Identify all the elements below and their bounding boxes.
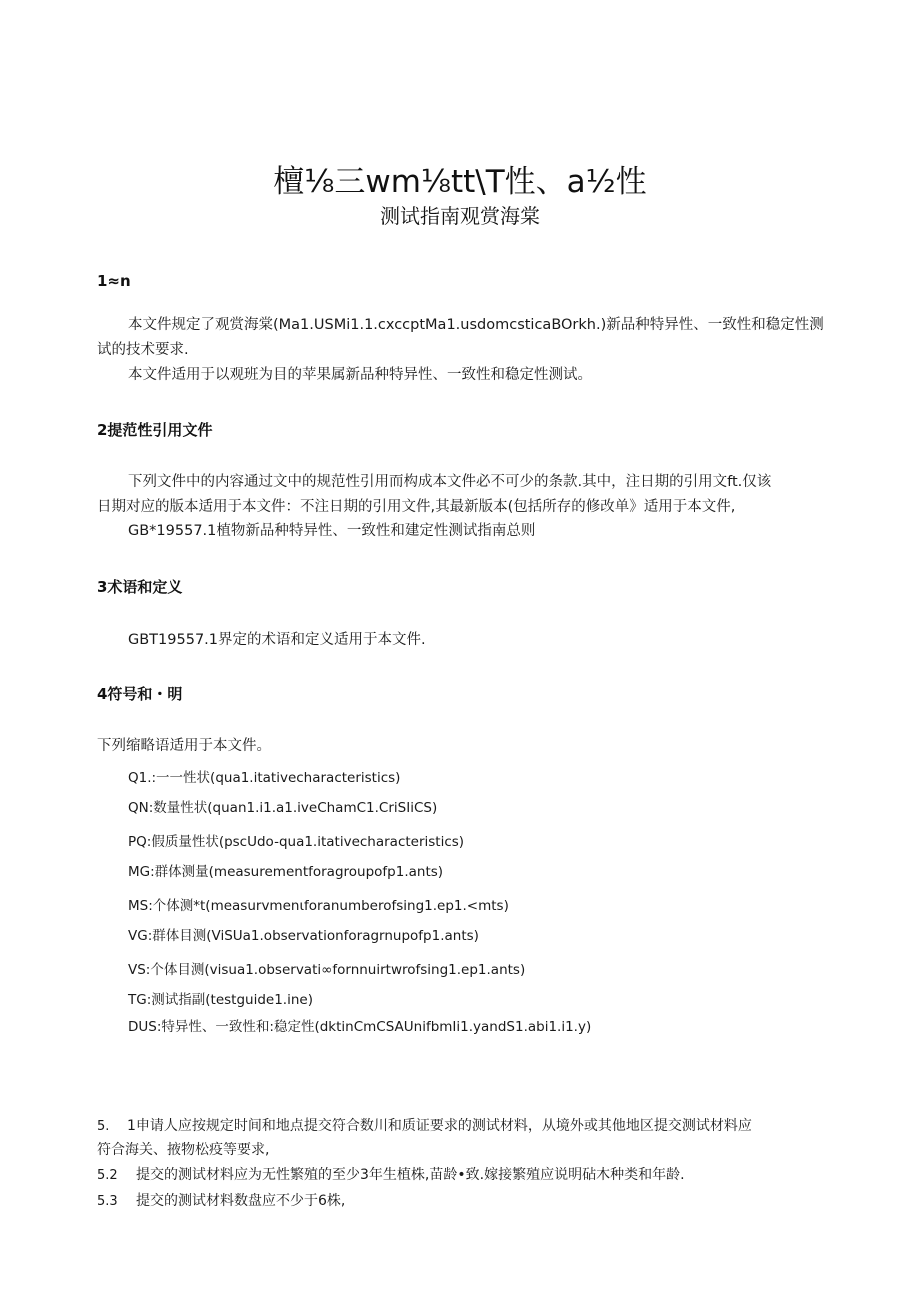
abbreviation-item-mg: MG:群体测量(measurementforagroupofp1.ants) bbox=[128, 864, 444, 880]
section-2-heading: 2提范性引用文件 bbox=[97, 421, 213, 439]
section-2-paragraph-line-2: 日期对应的版本适用于本文件：不注日期的引用文件,其最新版本(包括所存的修改单》适用于本文件, bbox=[97, 499, 736, 515]
section-3-paragraph: GBT19557.1界定的术语和定义适用于本文件. bbox=[128, 632, 426, 648]
clause-5-2-text: 提交的测试材料应为无性繁殖的至少3年生植株,苗龄•致.嫁接繁殖应说明砧木种类和年龄. bbox=[136, 1167, 685, 1183]
document-title: 檀⅛三wm⅛tt\T性、a½性 bbox=[273, 164, 647, 200]
section-1-paragraph-1-line-2: 试的技术要求. bbox=[97, 342, 189, 358]
section-3-heading: 3术语和定义 bbox=[97, 578, 183, 596]
abbreviation-item-pq: PQ:假质量性状(pscUdo-qua1.itativecharacteristics) bbox=[128, 834, 465, 850]
abbreviation-item-tg: TG:测试指副(testguide1.ine) bbox=[128, 992, 313, 1008]
section-4-heading: 4符号和・明 bbox=[97, 685, 183, 703]
abbreviation-item-ql: Q1.:一一性状(qua1.itativecharacteristics) bbox=[128, 770, 401, 786]
clause-5-1-number: 5. bbox=[97, 1119, 110, 1134]
section-2-paragraph-line-1: 下列文件中的内容通过文中的规范性引用而构成本文件必不可少的条款.其中，注日期的引用文ft.仅该 bbox=[128, 474, 772, 490]
section-2-reference: GB*19557.1植物新品种特异性、一致性和建定性测试指南总则 bbox=[128, 523, 536, 539]
abbreviation-item-vg: VG:群体目测(ViSUa1.observationforagrnupofp1.ants) bbox=[128, 928, 479, 944]
clause-5-1-text-line-1: 1申请人应按规定时间和地点提交符合数川和质证要求的测试材料，从境外或其他地区提交测试材料应 bbox=[127, 1118, 752, 1134]
section-1-paragraph-1-line-1: 本文件规定了观赏海棠(Ma1.USMi1.1.cxccptMa1.usdomcsticaBOrkh.)新品种特异性、一致性和稳定性测 bbox=[128, 317, 824, 333]
clause-5-1-text-line-2: 符合海关、掖物松疫等要求, bbox=[97, 1142, 270, 1158]
clause-5-3 bbox=[97, 1190, 345, 1210]
clause-5-3-number: 5.3 bbox=[97, 1194, 118, 1209]
abbreviation-item-qn: QN:数量性状(quan1.i1.a1.iveChamC1.CriSIiCS) bbox=[128, 800, 438, 816]
clause-5-2-number: 5.2 bbox=[97, 1168, 118, 1183]
abbreviation-item-ms: MS:个体测*t(measurvmenιforanumberofsing1.ep1.<mts) bbox=[128, 898, 509, 914]
clause-5-2 bbox=[97, 1164, 685, 1184]
document-subtitle: 测试指南观赏海棠 bbox=[380, 204, 540, 228]
section-4-intro: 下列缩略语适用于本文件。 bbox=[97, 738, 271, 754]
abbreviation-item-dus: DUS:特异性、一致性和:稳定性(dktinCmCSAUnifbmIi1.yandS1.abi1.i1.y) bbox=[128, 1019, 592, 1035]
clause-5-3-text: 提交的测试材料数盘应不少于6株, bbox=[136, 1193, 346, 1209]
clause-5-1 bbox=[97, 1115, 752, 1135]
abbreviation-item-vs: VS:个体目测(visua1.observati∞fornnuirtwrofsing1.ep1.ants) bbox=[128, 962, 526, 978]
section-1-heading: 1≈n bbox=[97, 272, 131, 290]
section-1-paragraph-2: 本文件适用于以观班为目的苹果属新品种特异性、一致性和稳定性测试。 bbox=[128, 367, 592, 383]
